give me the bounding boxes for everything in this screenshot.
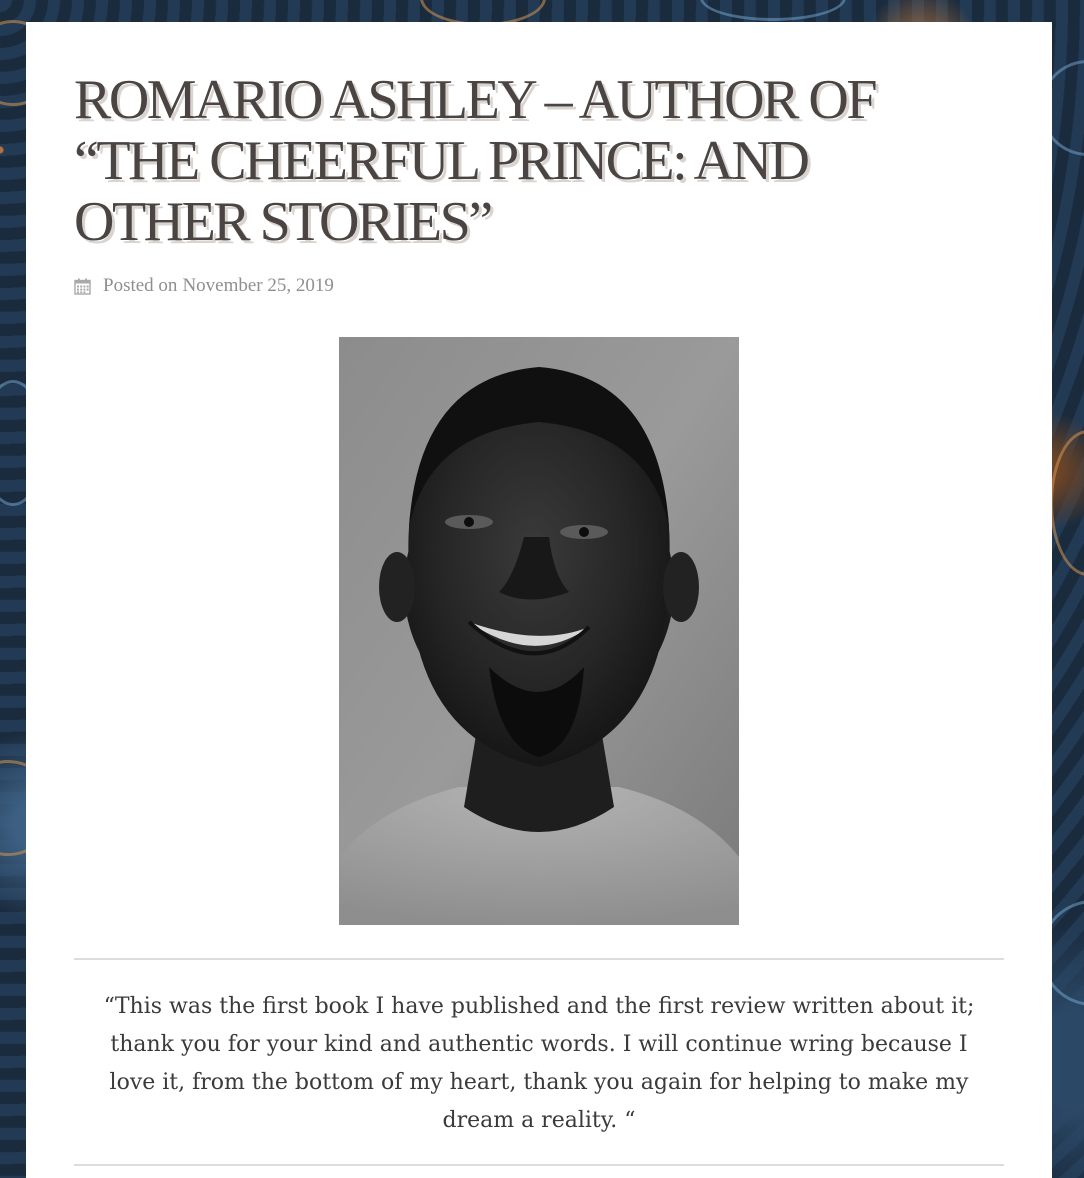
background-swirl <box>1050 430 1084 576</box>
post-card <box>26 22 1052 1178</box>
background-swirl <box>700 0 846 21</box>
post-date-link[interactable]: November 25, 2019 <box>182 275 334 296</box>
author-quote: “This was the first book I have published and the first review written about it; thank you for your kind and authentic words. I will continue wring because I love it, from the bottom of my heart, thank you again for helping to make my dream a reality. “ <box>74 958 1004 1166</box>
calendar-icon <box>74 278 91 295</box>
posted-on-label: Posted on <box>103 275 178 296</box>
author-photo <box>339 337 739 925</box>
post-title: ROMARIO ASHLEY – AUTHOR OF “THE CHEERFUL PRINCE: AND OTHER STORIES” <box>74 69 876 253</box>
author-photo-container <box>74 337 1004 925</box>
post-meta <box>74 275 1004 297</box>
